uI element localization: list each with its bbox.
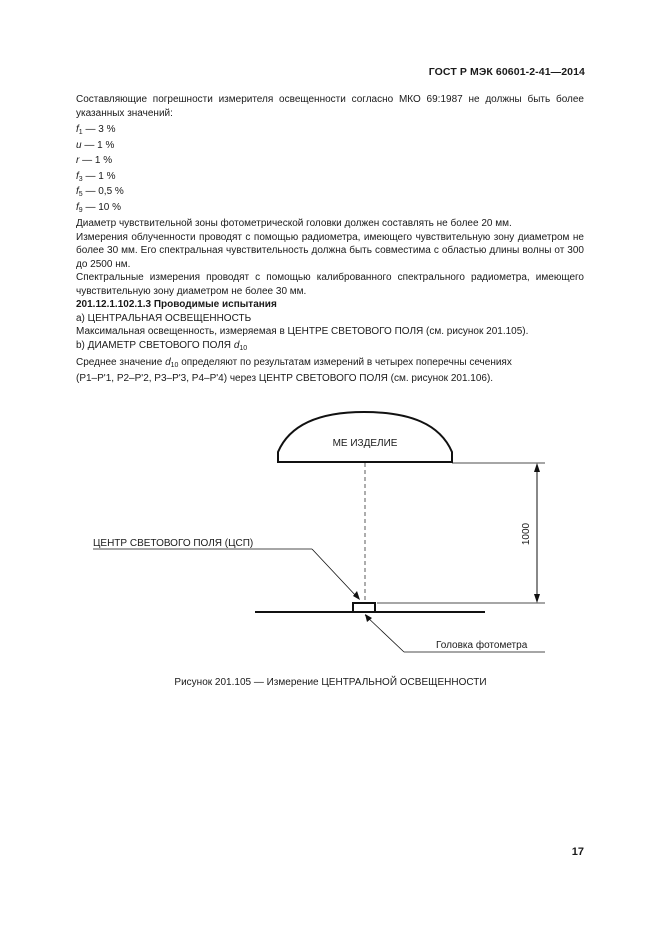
- center-label: ЦЕНТР СВЕТОВОГО ПОЛЯ (ЦСП): [93, 538, 254, 549]
- standard-header: ГОСТ Р МЭК 60601-2-41—2014: [428, 66, 585, 78]
- error-value: — 1 %: [81, 139, 115, 151]
- diameter-paragraph: Диаметр чувствительной зоны фотометрической головки должен составлять не более 20 мм.: [76, 218, 512, 229]
- center-leader: [312, 549, 357, 597]
- error-value: — 10 %: [82, 201, 122, 213]
- figure-caption: Рисунок 201.105 — Измерение ЦЕНТРАЛЬНОЙ ОСВЕЩЕННОСТИ: [174, 677, 487, 688]
- device-dome: [278, 412, 452, 462]
- error-symbol: f: [76, 186, 79, 197]
- mean-symbol: d: [165, 357, 171, 368]
- irradiance-paragraph: Измерения облученности проводят с помощью радиометра, имеющего чувствительную зону диаметром не более 30 мм. Его спектральная чувствительность должна быть совместима с областью длины волны от 300 до 2500 нм.: [76, 231, 584, 270]
- page-number: 17: [571, 846, 584, 858]
- section-title: 201.12.1.102.1.3 Проводимые испытания: [76, 299, 277, 310]
- item-a-text: Максимальная освещенность, измеряемая в ЦЕНТРЕ СВЕТОВОГО ПОЛЯ (см. рисунок 201.105).: [76, 326, 529, 337]
- error-value: — 1 %: [79, 155, 113, 166]
- distance-label: 1000: [521, 522, 532, 546]
- device-label: МЕ ИЗДЕЛИЕ: [332, 438, 398, 449]
- sections-text: (P1–P'1, P2–P'2, P3–P'3, P4–P'4) через ЦЕНТР СВЕТОВОГО ПОЛЯ (см. рисунок 201.106).: [76, 372, 494, 384]
- error-symbol: f: [76, 201, 79, 213]
- error-subscript: 3: [78, 175, 83, 183]
- error-symbol: f: [76, 124, 79, 135]
- mean-pre: Среднее значение: [76, 357, 166, 368]
- mean-subscript: 10: [170, 362, 179, 369]
- error-value: — 0,5 %: [82, 186, 124, 197]
- mean-post: определяют по результатам измерений в четырех поперечны сечениях: [178, 357, 512, 368]
- arrow-up: [534, 463, 540, 472]
- photometer-head: [353, 603, 375, 612]
- head-leader: [365, 615, 404, 652]
- error-value: — 1 %: [82, 170, 116, 182]
- intro-text: Составляющие погрешности измерителя освещенности согласно МКО 69:1987 не должны быть более указанных значений:: [76, 94, 584, 119]
- error-symbol: r: [76, 155, 80, 166]
- error-symbol: u: [76, 139, 82, 151]
- arrow-down: [534, 594, 540, 603]
- head-label: Головка фотометра: [436, 640, 528, 651]
- error-subscript: 5: [78, 191, 83, 198]
- item-b-subscript: 10: [239, 344, 248, 352]
- error-value: — 3 %: [82, 124, 116, 135]
- error-symbol: f: [76, 170, 79, 182]
- item-b-label: b) ДИАМЕТР СВЕТОВОГО ПОЛЯ: [76, 339, 234, 351]
- spectral-paragraph: Спектральные измерения проводят с помощью калиброванного спектрального радиометра, имеющего чувствительную зону диаметром не более 30 мм.: [76, 272, 584, 297]
- error-subscript: 1: [78, 129, 83, 136]
- center-arrow: [353, 591, 360, 600]
- item-a: a) ЦЕНТРАЛЬНАЯ ОСВЕЩЕННОСТЬ: [76, 312, 252, 324]
- error-subscript: 9: [78, 206, 83, 214]
- item-b-symbol: d: [233, 339, 240, 351]
